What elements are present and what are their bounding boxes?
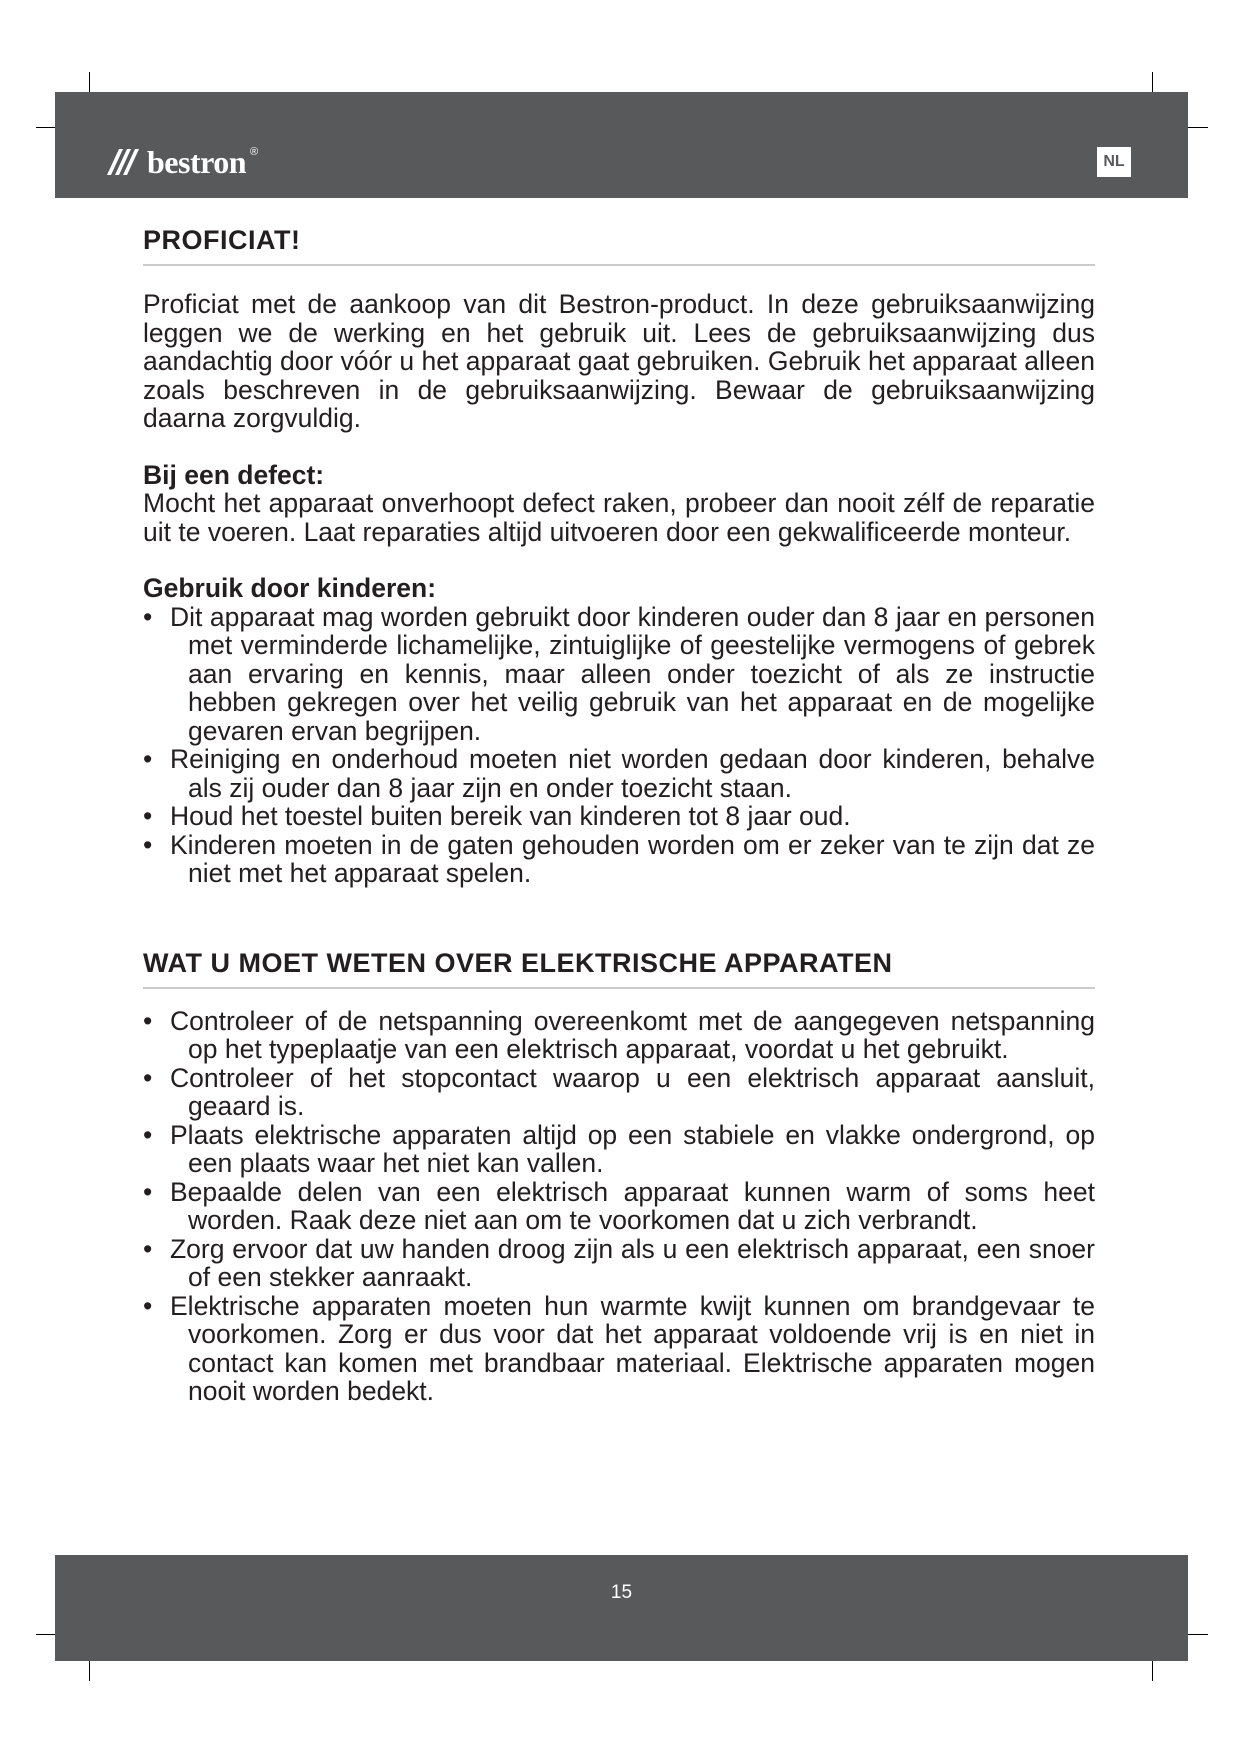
list-item: • Houd het toestel buiten bereik van kinderen tot 8 jaar oud. xyxy=(143,801,851,831)
defect-paragraph: Mocht het apparaat onverhoopt defect raken, probeer dan nooit zélf de reparatie uit te voeren. Laat reparaties altijd uitvoeren door een gekwalificeerde monteur. xyxy=(143,488,1095,547)
intro-paragraph: Proficiat met de aankoop van dit Bestron-product. In deze gebruiksaanwijzing leggen we de werking en het gebruik uit. Lees de gebruiksaanwijzing dus aandachtig door vóór u het apparaat gaat gebruiken. Gebruik het apparaat alleen zoals beschreven in de gebruiksaanwijzing. Bewaar de gebruiksaanwijzing daarna zorgvuldig. xyxy=(143,289,1095,433)
page-header xyxy=(55,92,1188,198)
page-content xyxy=(143,225,1095,1406)
section-title-electrical: WAT U MOET WETEN OVER ELEKTRISCHE APPARATEN xyxy=(143,948,1095,989)
list-item: • Controleer of de netspanning overeenkomt met de aangegeven netspanning op het typeplaatje van een elektrisch apparaat, voordat u het gebruikt. xyxy=(143,1005,1095,1064)
page-number: 15 xyxy=(610,1582,633,1603)
language-badge: NL xyxy=(1097,147,1131,177)
children-list xyxy=(143,603,1095,888)
list-item: • Kinderen moeten in de gaten gehouden worden om er zeker van te zijn dat ze niet met het apparaat spelen. xyxy=(143,829,1095,888)
list-item: • Elektrische apparaten moeten hun warmte kwijt kunnen om brandgevaar te voorkomen. Zorg er dus voor dat het apparaat voldoende vrij is en niet in contact kan komen met brandbaar materiaal. Elektrische apparaten mogen nooit worden bedekt. xyxy=(143,1290,1095,1406)
defect-heading: Bij een defect: xyxy=(143,459,325,490)
list-item: • Controleer of het stopcontact waarop u een elektrisch apparaat aansluit, geaard is. xyxy=(143,1062,1095,1121)
chevrons-icon xyxy=(105,145,139,179)
list-item: • Zorg ervoor dat uw handen droog zijn als u een elektrisch apparaat, een snoer of een stekker aanraakt. xyxy=(143,1233,1095,1292)
section-title-proficiat: PROFICIAT! xyxy=(143,225,1095,266)
page-footer xyxy=(55,1555,1188,1661)
list-item: • Reiniging en onderhoud moeten niet worden gedaan door kinderen, behalve als zij ouder dan 8 jaar zijn en onder toezicht staan. xyxy=(143,744,1095,803)
children-heading: Gebruik door kinderen: xyxy=(143,573,437,603)
list-item: • Bepaalde delen van een elektrisch apparaat kunnen warm of soms heet worden. Raak deze niet aan om te voorkomen dat u zich verbrandt. xyxy=(143,1176,1095,1235)
registered-mark: ® xyxy=(250,146,259,158)
electrical-list xyxy=(143,1007,1095,1406)
brand-name: bestron xyxy=(147,143,247,180)
brand-logo xyxy=(105,142,258,182)
list-item: • Plaats elektrische apparaten altijd op een stabiele en vlakke ondergrond, op een plaats waar het niet kan vallen. xyxy=(143,1119,1095,1178)
list-item: • Dit apparaat mag worden gebruikt door kinderen ouder dan 8 jaar en personen met verminderde lichamelijke, zintuiglijke of geestelijke vermogens of gebrek aan ervaring en kennis, maar alleen onder toezicht of als ze instructie hebben gekregen over het veilig gebruik van het apparaat en de mogelijke gevaren ervan begrijpen. xyxy=(143,601,1095,746)
